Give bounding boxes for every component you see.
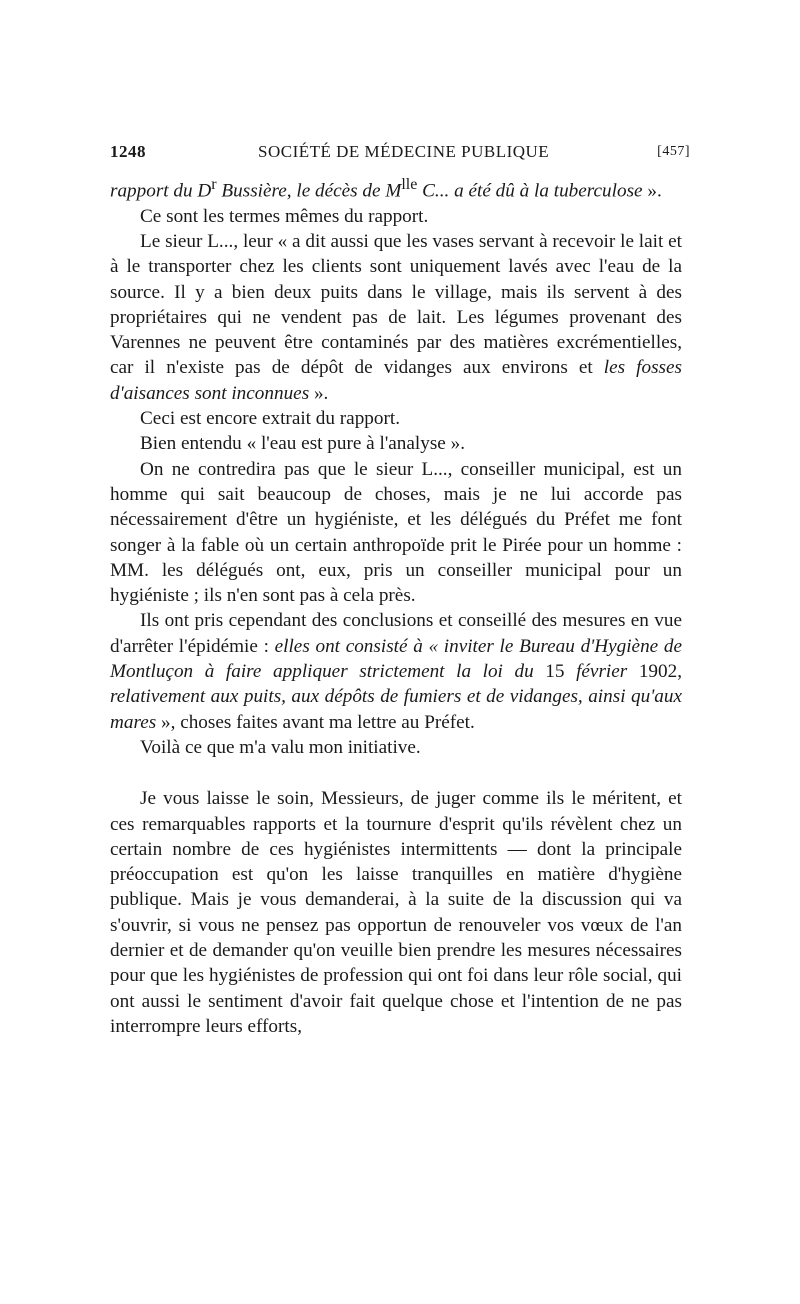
paragraph-3 xyxy=(110,229,682,406)
text-italic: relativement aux puits, aux dépôts de fumiers et de vidanges, ainsi qu'aux mares xyxy=(110,686,682,733)
running-title: SOCIÉTÉ DE MÉDECINE PUBLIQUE xyxy=(258,142,550,161)
text-roman: ». xyxy=(309,382,329,404)
paragraph-5: Bien entendu « l'eau est pure à l'analyse ». xyxy=(140,433,465,455)
text-roman: ». xyxy=(642,180,662,202)
document-page xyxy=(110,142,690,1039)
section-gap xyxy=(110,760,682,786)
superscript: lle xyxy=(401,176,418,193)
page-number: 1248 xyxy=(110,142,146,161)
paragraph-1 xyxy=(110,172,682,204)
text-italic: Bussière, le décès de M xyxy=(216,180,402,202)
paragraph-7 xyxy=(110,608,682,734)
text-roman: Le sieur L..., leur « a dit aussi que les vases servant à recevoir le lait et à le transporter chez les clients sont uniquement lavés avec l'eau de la source. Il y a bien deux puits dans le village, mais ils servent à des propriétaires qui ne vendent pas de lait. Les légumes provenant des Varennes ne peuvent être contaminés par des matières excrémentielles, car il n'existe pas de dépôt de vidanges aux environs et xyxy=(110,230,682,379)
paragraph-2: Ce sont les termes mêmes du rapport. xyxy=(140,205,429,227)
superscript: r xyxy=(211,176,217,193)
text-roman: 15 xyxy=(533,661,577,683)
text-italic: février xyxy=(576,661,628,683)
text-roman: 1902, xyxy=(627,661,683,683)
text-italic: les fosses d'aisances sont inconnues xyxy=(110,357,683,404)
text-italic: elles ont consisté à « inviter le Bureau d'Hygiène de Montluçon à faire appliquer strictement la loi du xyxy=(110,635,682,683)
paragraph-4: Ceci est encore extrait du rapport. xyxy=(140,408,400,430)
page-reference: [457] xyxy=(657,144,690,159)
text-italic: C... a été dû à la tuberculose xyxy=(417,180,643,202)
text-italic: rapport du D xyxy=(110,180,212,202)
text-roman: Ils ont pris cependant des conclusions et conseillé des mesures en vue d'arrêter l'épidémie : xyxy=(110,610,682,657)
text-roman: », choses faites avant ma lettre au Préfet. xyxy=(156,711,475,733)
paragraph-8: Voilà ce que m'a valu mon initiative. xyxy=(140,736,421,758)
running-header xyxy=(110,142,690,172)
paragraph-6: On ne contredira pas que le sieur L..., conseiller municipal, est un homme qui sait beaucoup de choses, mais je ne lui accorde pas nécessairement d'être un hygiéniste, et les délégués du Préfet me font songer à la fable où un certain anthropoïde prit le Pirée pour un homme : MM. les délégués ont, eux, pris un conseiller municipal pour un hygiéniste ; ils n'en sont pas à cela près. xyxy=(110,458,682,607)
paragraph-9: Je vous laisse le soin, Messieurs, de juger comme ils le méritent, et ces remarquables rapports et la tournure d'esprit qu'ils révèlent chez un certain nombre de ces hygiénistes intermittents — dont la principale préoccupation est qu'on les laisse tranquilles en matière d'hygiène publique. Mais je vous demanderai, à la suite de la discussion qui va s'ouvrir, si vous ne pensez pas opportun de renouveler vos vœux de l'an dernier et de demander qu'on veuille bien prendre les mesures nécessaires pour que les hygiénistes de profession qui ont foi dans leur rôle social, qui ont aussi le sentiment d'avoir fait quelque chose et l'intention de ne pas interrompre leurs efforts, xyxy=(110,788,682,1037)
